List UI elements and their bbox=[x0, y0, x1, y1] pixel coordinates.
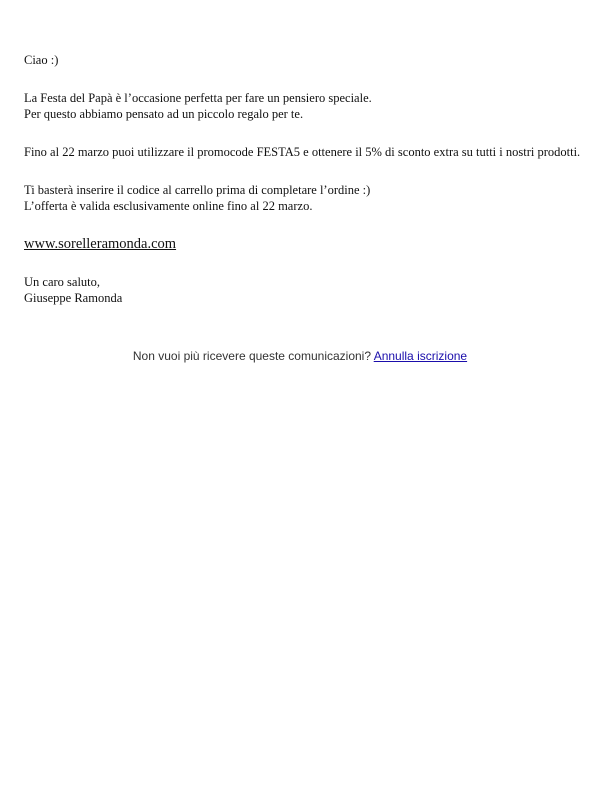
greeting-text: Ciao :) bbox=[24, 53, 59, 67]
paragraph-line: La Festa del Papà è l’occasione perfetta per fare un pensiero speciale. bbox=[24, 91, 372, 105]
signature-name: Giuseppe Ramonda bbox=[24, 291, 123, 305]
signoff-text: Un caro saluto, bbox=[24, 275, 101, 289]
paragraph-instructions bbox=[24, 182, 584, 214]
signature-block bbox=[24, 274, 584, 306]
website-link[interactable]: www.sorelleramonda.com bbox=[24, 236, 177, 252]
paragraph-promo bbox=[24, 144, 584, 160]
unsubscribe-footer bbox=[0, 349, 600, 363]
email-body bbox=[24, 52, 584, 306]
paragraph-intro bbox=[24, 90, 584, 122]
footer-text: Non vuoi più ricevere queste comunicazioni? bbox=[132, 349, 374, 363]
paragraph-line: Per questo abbiamo pensato ad un piccolo regalo per te. bbox=[24, 107, 304, 121]
paragraph-line: Ti basterà inserire il codice al carrello prima di completare l’ordine :) bbox=[24, 183, 371, 197]
paragraph-line: Fino al 22 marzo puoi utilizzare il promocode FESTA5 e ottenere il 5% di sconto extra su tutti i nostri prodotti. bbox=[24, 145, 581, 159]
paragraph-line: L’offerta è valida esclusivamente online fino al 22 marzo. bbox=[24, 199, 313, 213]
unsubscribe-link[interactable]: Annulla iscrizione bbox=[373, 349, 468, 363]
